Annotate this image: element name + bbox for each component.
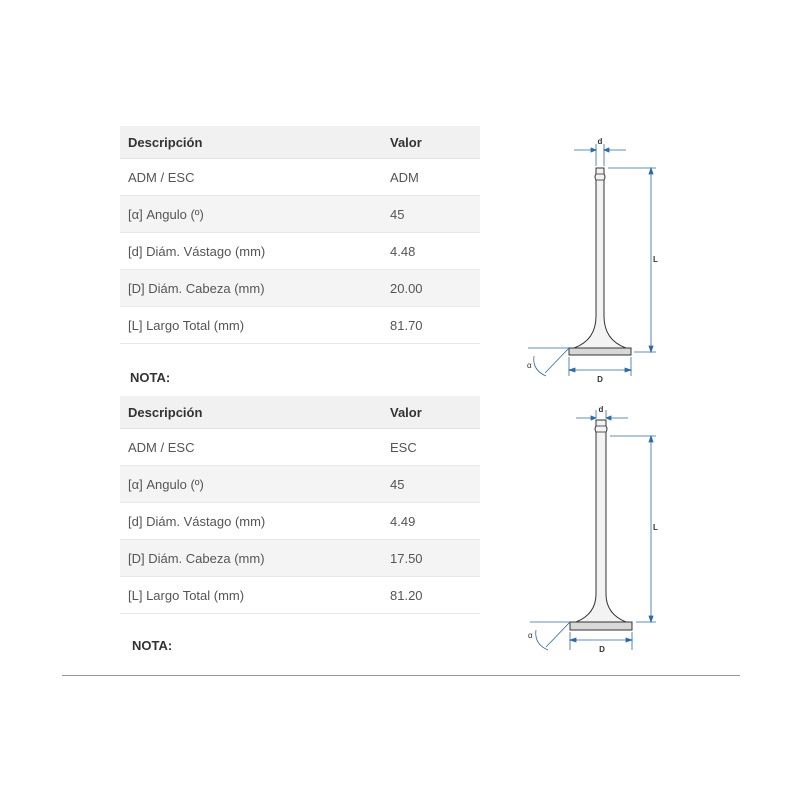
- row-label: [L] Largo Total (mm): [120, 577, 382, 614]
- row-value: ESC: [382, 429, 480, 466]
- spec-table-1: [120, 126, 480, 344]
- row-label: [d] Diám. Vástago (mm): [120, 503, 382, 540]
- row-label: ADM / ESC: [120, 429, 382, 466]
- valve-body: [570, 420, 632, 630]
- row-value: 45: [382, 196, 480, 233]
- L-label: L: [653, 523, 658, 532]
- row-value: 4.48: [382, 233, 480, 270]
- header-description: Descripción: [120, 396, 382, 429]
- row-label: [D] Diám. Cabeza (mm): [120, 270, 382, 307]
- row-value: 81.70: [382, 307, 480, 344]
- row-label: ADM / ESC: [120, 159, 382, 196]
- row-value: 17.50: [382, 540, 480, 577]
- table-row: [120, 429, 480, 466]
- row-value: ADM: [382, 159, 480, 196]
- stem-diameter-dimension: [574, 144, 626, 166]
- row-label: [D] Diám. Cabeza (mm): [120, 540, 382, 577]
- nota-label-1: NOTA:: [130, 370, 171, 385]
- row-label: [L] Largo Total (mm): [120, 307, 382, 344]
- d-label: d: [597, 137, 603, 146]
- row-label: [α] Angulo (º): [120, 466, 382, 503]
- row-label: [d] Diám. Vástago (mm): [120, 233, 382, 270]
- spec-table-2: [120, 396, 480, 614]
- nota-label-2: NOTA:: [132, 638, 173, 653]
- table-row: [120, 503, 480, 540]
- alpha-label: α: [528, 631, 533, 640]
- row-value: 45: [382, 466, 480, 503]
- table-header-row: [120, 396, 480, 429]
- table-row: [120, 307, 480, 344]
- length-dimension: [608, 168, 656, 352]
- header-value: Valor: [382, 396, 480, 429]
- bottom-divider: [62, 675, 740, 676]
- D-label: D: [599, 645, 605, 654]
- valve-body: [569, 168, 631, 355]
- table-row: [120, 196, 480, 233]
- alpha-label: α: [527, 361, 532, 370]
- angle-dimension: [528, 348, 569, 376]
- angle-dimension: [530, 622, 570, 650]
- table-row: [120, 270, 480, 307]
- header-description: Descripción: [120, 126, 382, 159]
- row-value: 20.00: [382, 270, 480, 307]
- table-row: [120, 233, 480, 270]
- head-diameter-dimension: [569, 357, 631, 376]
- header-value: Valor: [382, 126, 480, 159]
- table-header-row: [120, 126, 480, 159]
- valve-diagram-1: [510, 130, 680, 390]
- L-label: L: [653, 255, 658, 264]
- table-row: [120, 159, 480, 196]
- row-value: 4.49: [382, 503, 480, 540]
- row-value: 81.20: [382, 577, 480, 614]
- table-row: [120, 577, 480, 614]
- valve-diagram-2: [510, 400, 680, 660]
- length-dimension: [610, 436, 656, 622]
- d-label: d: [598, 405, 604, 414]
- table-row: [120, 540, 480, 577]
- row-label: [α] Angulo (º): [120, 196, 382, 233]
- D-label: D: [597, 375, 603, 384]
- table-row: [120, 466, 480, 503]
